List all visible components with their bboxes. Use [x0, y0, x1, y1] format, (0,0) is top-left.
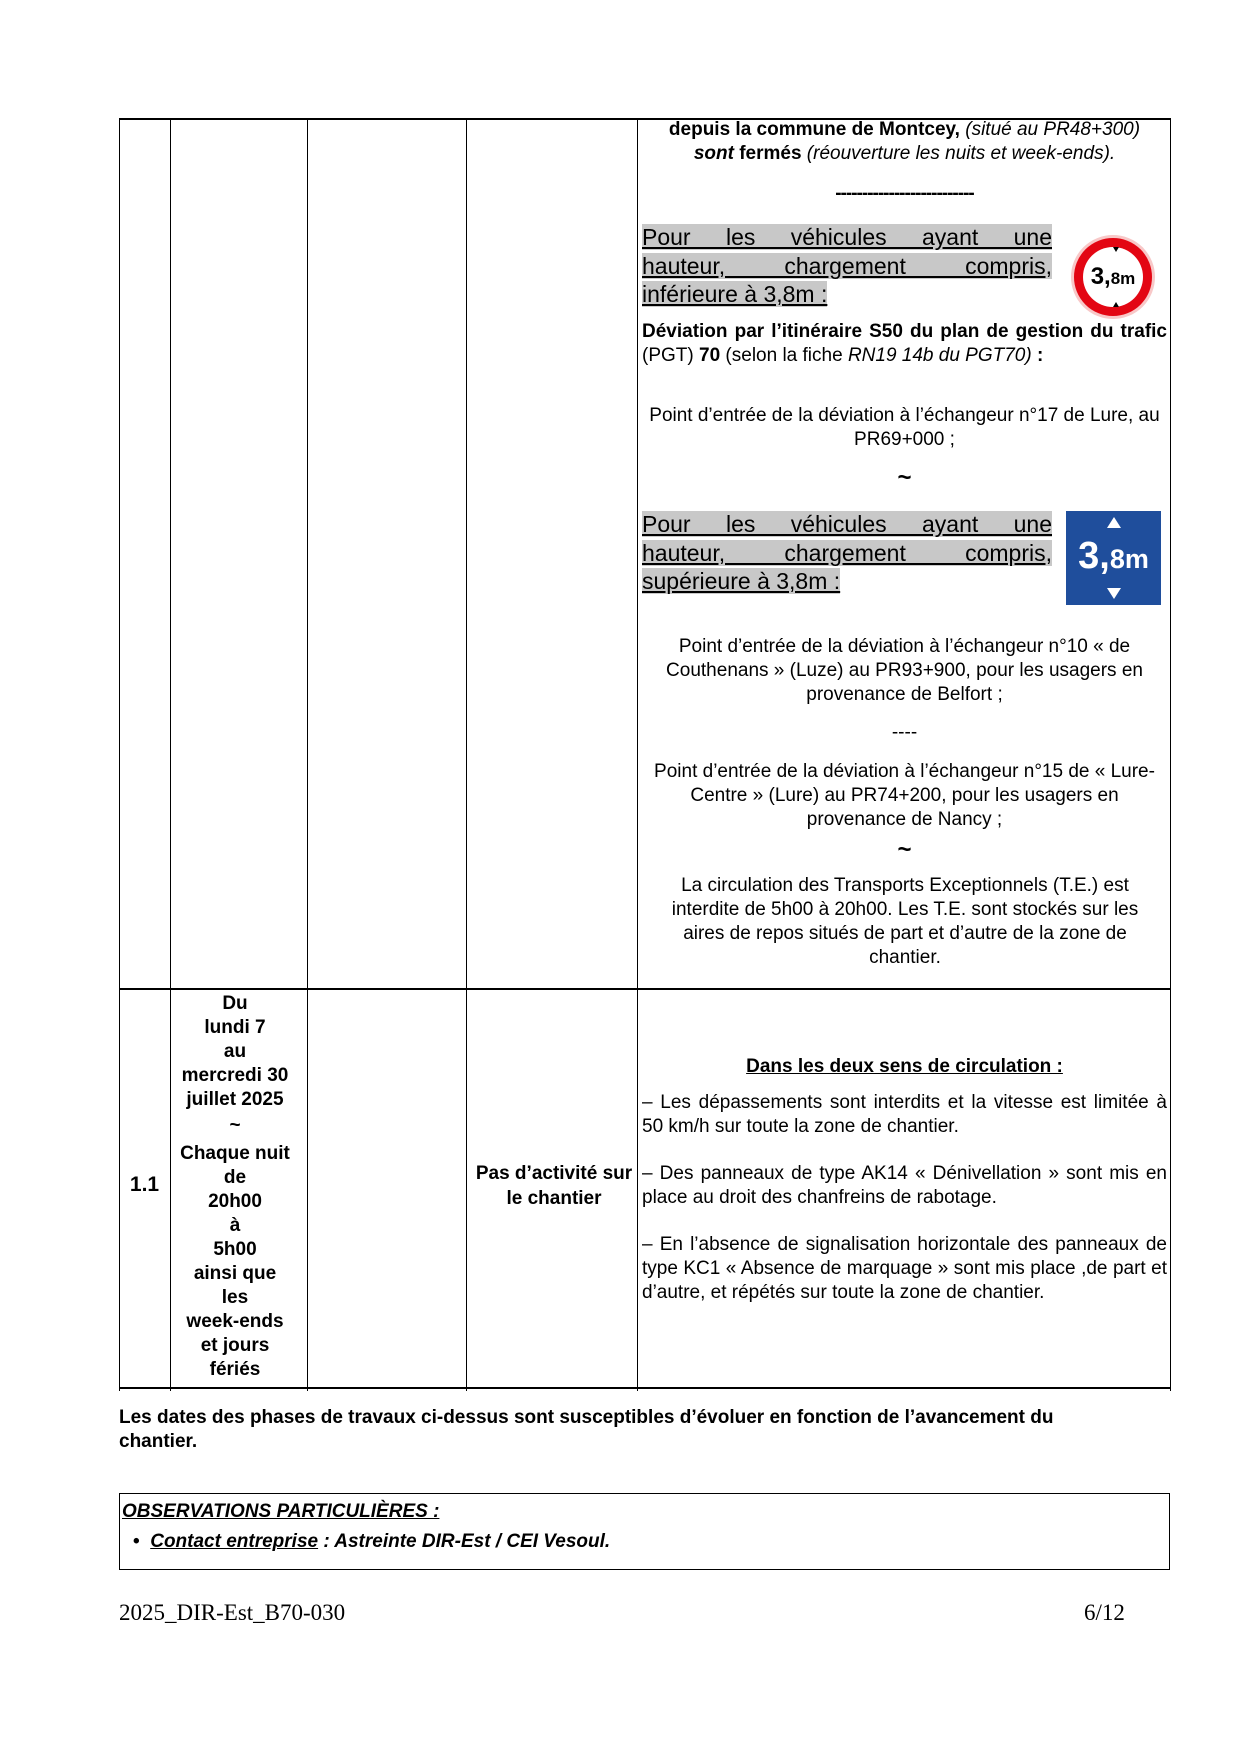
phase-dates: Du lundi 7 au mercredi 30 juillet 2025 ~ Chaque nuit de 20h00 à 5h00 ainsi que les week-ends et jours fériés — [180, 993, 290, 1380]
observations-title: OBSERVATIONS PARTICULIÈRES : — [122, 1501, 440, 1522]
deviation-itinerary: Déviation par l’itinéraire S50 du plan de gestion du trafic (PGT) 70 (selon la fiche RN19 14b du PGT70) : — [642, 321, 1167, 366]
entry-point-lure: Point d’entrée de la déviation à l’échangeur n°17 de Lure, au PR69+000 ; — [649, 405, 1160, 450]
observations-box — [119, 1493, 1170, 1570]
entry-separator: ---- — [891, 722, 918, 743]
closure-continuation: depuis la commune de Montcey, (situé au PR48+300) sont fermés (réouverture les nuits et week-ends). — [668, 119, 1141, 164]
entry-point-belfort: Point d’entrée de la déviation à l’échangeur n°10 « de Couthenans » (Luze) au PR93+900, pour les usagers en provenance de Belfort ; — [666, 636, 1143, 705]
works-table — [119, 118, 1171, 1391]
page-number: 6/12 — [1084, 1600, 1125, 1625]
exceptional-transport-text: La circulation des Transports Exceptionnels (T.E.) est interdite de 5h00 à 20h00. Les T.E. sont stockés sur les aires de repos situés de part et d’autre de la zone de chantier. — [671, 875, 1139, 968]
contact-line: • Contact entreprise : Astreinte DIR-Est / CEI Vesoul. — [133, 1531, 611, 1552]
row-divider — [119, 988, 1171, 990]
document-reference: 2025_DIR-Est_B70-030 — [119, 1600, 346, 1625]
phase-number: 1.1 — [129, 1173, 160, 1196]
above-height-heading: Pour les véhicules ayant une hauteur, chargement compris, supérieure à 3,8m : — [642, 511, 1052, 594]
tilde-separator: ~ — [897, 464, 912, 491]
tilde-separator: ~ — [897, 836, 912, 863]
entry-point-nancy: Point d’entrée de la déviation à l’échangeur n°15 de « Lure-Centre » (Lure) au PR74+200, pour les usagers en provenance de Nancy ; — [654, 761, 1155, 830]
col-border — [1170, 118, 1171, 1391]
measure-item: – Des panneaux de type AK14 « Dénivellation » sont mis en place au droit des chanfreins de rabotage. — [642, 1163, 1167, 1208]
dash-separator: -------------------------- — [835, 183, 974, 204]
measure-item: – Les dépassements sont interdits et la vitesse est limitée à 50 km/h sur toute la zone de chantier. — [642, 1092, 1167, 1137]
measures-title: Dans les deux sens de circulation : — [746, 1056, 1063, 1077]
height-limit-prohibition-sign-icon: 3,8m — [1071, 235, 1155, 319]
measure-item: – En l’absence de signalisation horizontale des panneaux de type KC1 « Absence de marquage » sont mis place ,de part et d’autre, et répétés sur toute la zone de chantier. — [642, 1234, 1167, 1303]
col-border — [466, 118, 467, 1391]
table-bottom-border — [119, 1387, 1171, 1389]
col-border — [307, 118, 308, 1391]
activity-status: Pas d’activité sur le chantier — [475, 1163, 633, 1209]
col-border — [119, 118, 120, 1391]
height-information-sign-icon: 3,8m — [1066, 511, 1161, 605]
schedule-note: Les dates des phases de travaux ci-dessus sont susceptibles d’évoluer en fonction de l’avancement du chantier. — [119, 1407, 1054, 1452]
below-height-heading: Pour les véhicules ayant une hauteur, chargement compris, inférieure à 3,8m : — [642, 224, 1052, 307]
